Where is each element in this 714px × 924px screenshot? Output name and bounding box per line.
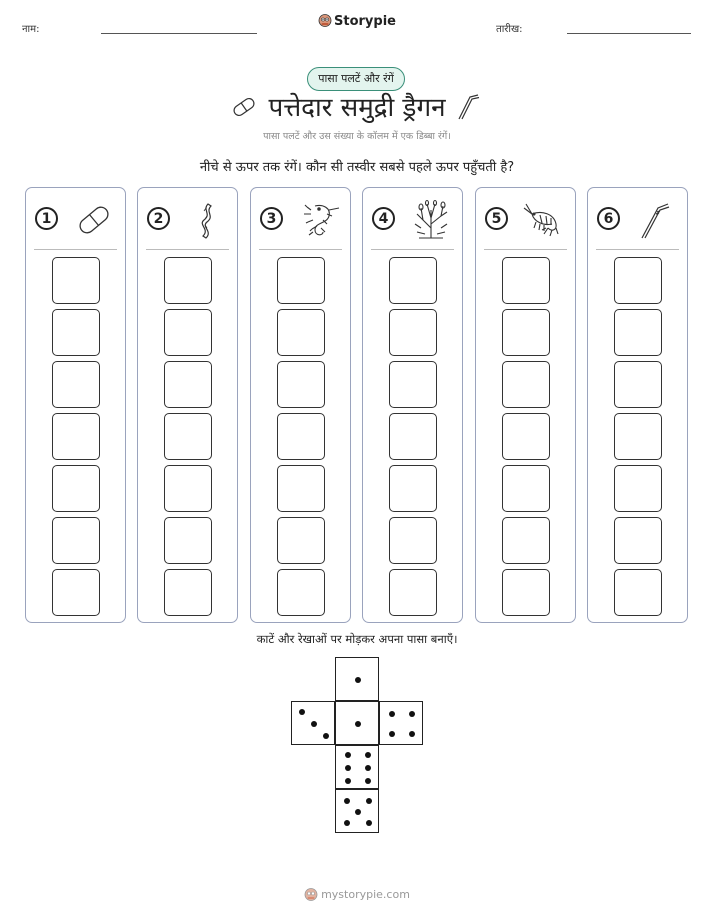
- dice-instruction: काटें और रेखाओं पर मोड़कर अपना पासा बनाएँ।: [256, 632, 458, 646]
- color-box[interactable]: [502, 517, 550, 564]
- column-3: [250, 187, 351, 623]
- dice-face-1: [335, 657, 379, 701]
- color-box[interactable]: [164, 465, 212, 512]
- color-box[interactable]: [389, 309, 437, 356]
- name-line[interactable]: [101, 33, 257, 34]
- color-box[interactable]: [502, 465, 550, 512]
- color-box[interactable]: [502, 361, 550, 408]
- subtitle: पासा पलटें और उस संख्या के कॉलम में एक डिब्बा रंगें।: [263, 131, 451, 142]
- color-box[interactable]: [164, 257, 212, 304]
- dice-pip: [355, 809, 361, 815]
- column-divider: [259, 249, 342, 250]
- dice-pip: [366, 820, 372, 826]
- brand-name: Storypie: [334, 14, 396, 29]
- color-box[interactable]: [164, 517, 212, 564]
- date-label: तारीख:: [496, 24, 523, 35]
- instruction: नीचे से ऊपर तक रंगें। कौन सी तस्वीर सबसे पहले ऊपर पहुँचती है?: [199, 160, 515, 175]
- column-number: 1: [35, 207, 58, 230]
- dice-pip: [389, 731, 395, 737]
- dice-pip: [355, 721, 361, 727]
- color-box[interactable]: [277, 413, 325, 460]
- seaweed-icon: [184, 198, 228, 242]
- dice-face-6: [335, 745, 379, 789]
- column-4: [362, 187, 463, 623]
- footer-url: mystorypie.com: [321, 888, 410, 901]
- name-label: नाम:: [22, 24, 40, 35]
- color-box[interactable]: [389, 517, 437, 564]
- column-divider: [146, 249, 229, 250]
- color-box[interactable]: [164, 361, 212, 408]
- brand-logo: [0, 13, 714, 29]
- color-box[interactable]: [614, 517, 662, 564]
- color-box[interactable]: [52, 257, 100, 304]
- column-number: 6: [597, 207, 620, 230]
- column-number: 4: [372, 207, 395, 230]
- color-box[interactable]: [614, 569, 662, 616]
- color-box[interactable]: [52, 361, 100, 408]
- color-box[interactable]: [52, 465, 100, 512]
- color-box[interactable]: [277, 309, 325, 356]
- footer: [0, 887, 714, 901]
- color-box[interactable]: [52, 413, 100, 460]
- storypie-mascot-icon: [304, 887, 318, 901]
- dice-pip: [409, 711, 415, 717]
- color-box[interactable]: [164, 413, 212, 460]
- column-number: 2: [147, 207, 170, 230]
- color-box[interactable]: [277, 465, 325, 512]
- color-box[interactable]: [502, 413, 550, 460]
- color-box[interactable]: [614, 309, 662, 356]
- color-box[interactable]: [277, 569, 325, 616]
- column-divider: [484, 249, 567, 250]
- color-box[interactable]: [277, 517, 325, 564]
- color-box[interactable]: [614, 465, 662, 512]
- capsule-icon: [72, 198, 116, 242]
- activity-badge: पासा पलटें और रंगें: [307, 67, 405, 91]
- color-box[interactable]: [389, 569, 437, 616]
- dice-face-1: [335, 701, 379, 745]
- page-title: पत्तेदार समुद्री ड्रैगन: [268, 93, 446, 123]
- dice-pip: [409, 731, 415, 737]
- color-box[interactable]: [389, 465, 437, 512]
- color-box[interactable]: [52, 309, 100, 356]
- color-box[interactable]: [277, 361, 325, 408]
- dice-face-4: [379, 701, 423, 745]
- color-box[interactable]: [614, 257, 662, 304]
- dice-pip: [344, 798, 350, 804]
- color-box[interactable]: [389, 361, 437, 408]
- column-divider: [596, 249, 679, 250]
- color-box[interactable]: [164, 569, 212, 616]
- dice-pip: [355, 677, 361, 683]
- straw-icon: [634, 198, 678, 242]
- dice-pip: [345, 765, 351, 771]
- color-box[interactable]: [614, 361, 662, 408]
- column-6: [587, 187, 688, 623]
- dice-pip: [311, 721, 317, 727]
- column-number: 5: [485, 207, 508, 230]
- dice-pip: [345, 752, 351, 758]
- storypie-mascot-icon: [318, 13, 332, 27]
- dice-pip: [389, 711, 395, 717]
- color-box[interactable]: [52, 569, 100, 616]
- color-box[interactable]: [502, 569, 550, 616]
- dice-pip: [345, 778, 351, 784]
- dice-pip: [366, 798, 372, 804]
- column-5: [475, 187, 576, 623]
- color-box[interactable]: [614, 413, 662, 460]
- column-1: [25, 187, 126, 623]
- date-line[interactable]: [567, 33, 691, 34]
- color-box[interactable]: [277, 257, 325, 304]
- column-divider: [34, 249, 117, 250]
- dice-pip: [344, 820, 350, 826]
- column-2: [137, 187, 238, 623]
- dice-pip: [365, 765, 371, 771]
- shrimp-icon: [522, 198, 566, 242]
- column-number: 3: [260, 207, 283, 230]
- color-box[interactable]: [389, 413, 437, 460]
- dice-pip: [299, 709, 305, 715]
- coral-icon: [409, 198, 453, 242]
- color-box[interactable]: [52, 517, 100, 564]
- color-box[interactable]: [389, 257, 437, 304]
- leafy-sea-dragon-icon: [297, 198, 341, 242]
- dice-face-5: [335, 789, 379, 833]
- color-box[interactable]: [502, 257, 550, 304]
- straw-icon: [454, 91, 484, 121]
- color-box[interactable]: [502, 309, 550, 356]
- dice-pip: [323, 733, 329, 739]
- dice-face-3: [291, 701, 335, 745]
- color-box[interactable]: [164, 309, 212, 356]
- dice-pip: [365, 752, 371, 758]
- dice-pip: [365, 778, 371, 784]
- column-divider: [371, 249, 454, 250]
